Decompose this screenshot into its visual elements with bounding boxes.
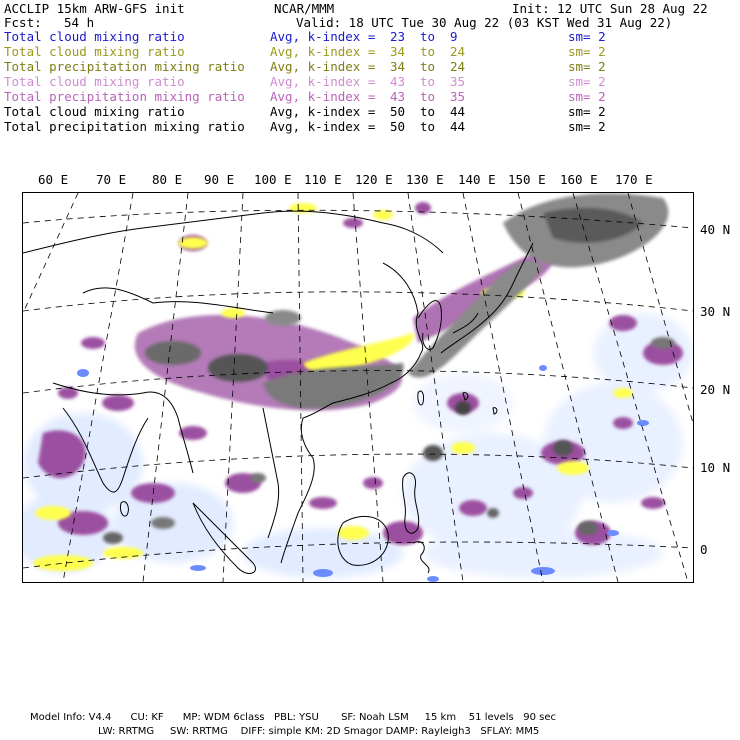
legend-to: to	[420, 104, 436, 119]
lon-label: 160 E	[560, 172, 598, 187]
legend-avg-label: Avg, k-index =	[270, 104, 376, 119]
legend-to: to	[420, 29, 436, 44]
legend-k-from: 23	[390, 29, 406, 44]
legend-k-to: 35	[450, 74, 466, 89]
legend-k-from: 50	[390, 104, 406, 119]
legend-k-from: 50	[390, 119, 406, 134]
legend-smoothing: sm= 2	[568, 119, 606, 134]
legend-k-to: 35	[450, 89, 466, 104]
valid-time: Valid: 18 UTC Tue 30 Aug 22 (03 KST Wed 31 Aug 22)	[296, 15, 673, 30]
legend-to: to	[420, 59, 436, 74]
lon-label: 70 E	[96, 172, 127, 187]
legend-avg-label: Avg, k-index =	[270, 29, 376, 44]
lon-label: 130 E	[406, 172, 444, 187]
lon-label: 150 E	[508, 172, 546, 187]
footer-physics-info: LW: RRTMG SW: RRTMG DIFF: simple KM: 2D Smagor DAMP: Rayleigh3 SFLAY: MM5	[98, 726, 540, 737]
legend-avg-label: Avg, k-index =	[270, 44, 376, 59]
legend-smoothing: sm= 2	[568, 74, 606, 89]
map-canvas	[23, 193, 693, 582]
legend-avg-label: Avg, k-index =	[270, 119, 376, 134]
fcst-label: Fcst:	[4, 15, 42, 30]
lon-label: 170 E	[615, 172, 653, 187]
legend-k-to: 24	[450, 44, 466, 59]
legend-smoothing: sm= 2	[568, 104, 606, 119]
model-title: ACCLIP 15km ARW-GFS init	[4, 1, 185, 16]
lat-label: 30 N	[700, 304, 731, 319]
legend-avg-label: Avg, k-index =	[270, 59, 376, 74]
lon-label: 120 E	[355, 172, 393, 187]
legend-avg-label: Avg, k-index =	[270, 89, 376, 104]
legend-to: to	[420, 119, 436, 134]
legend-k-from: 34	[390, 44, 406, 59]
legend-field-name: Total precipitation mixing ratio	[4, 89, 245, 104]
lat-label: 10 N	[700, 460, 731, 475]
legend-smoothing: sm= 2	[568, 44, 606, 59]
legend-to: to	[420, 74, 436, 89]
legend-k-to: 9	[450, 29, 458, 44]
lon-label: 90 E	[204, 172, 235, 187]
legend-avg-label: Avg, k-index =	[270, 74, 376, 89]
legend-field-name: Total cloud mixing ratio	[4, 29, 185, 44]
lat-label: 40 N	[700, 222, 731, 237]
lon-label: 80 E	[152, 172, 183, 187]
legend-field-name: Total cloud mixing ratio	[4, 44, 185, 59]
legend-field-name: Total precipitation mixing ratio	[4, 119, 245, 134]
legend-field-name: Total cloud mixing ratio	[4, 74, 185, 89]
legend-smoothing: sm= 2	[568, 89, 606, 104]
legend-k-from: 43	[390, 74, 406, 89]
legend-smoothing: sm= 2	[568, 29, 606, 44]
legend-field-name: Total precipitation mixing ratio	[4, 59, 245, 74]
lon-label: 140 E	[458, 172, 496, 187]
lon-label: 100 E	[254, 172, 292, 187]
center-label: NCAR/MMM	[274, 1, 335, 16]
legend-to: to	[420, 44, 436, 59]
map-panel	[22, 192, 694, 583]
legend-k-from: 34	[390, 59, 406, 74]
lon-label: 60 E	[38, 172, 69, 187]
legend-to: to	[420, 89, 436, 104]
init-time: Init: 12 UTC Sun 28 Aug 22	[512, 1, 708, 16]
legend-smoothing: sm= 2	[568, 59, 606, 74]
fcst-value: 54 h	[64, 15, 95, 30]
legend-k-from: 43	[390, 89, 406, 104]
lon-label: 110 E	[304, 172, 342, 187]
legend-k-to: 24	[450, 59, 466, 74]
legend-k-to: 44	[450, 119, 466, 134]
lat-label: 20 N	[700, 382, 731, 397]
lat-label: 0	[700, 542, 708, 557]
legend-field-name: Total cloud mixing ratio	[4, 104, 185, 119]
legend-k-to: 44	[450, 104, 466, 119]
footer-model-info: Model Info: V4.4 CU: KF MP: WDM 6class PBL: YSU SF: Noah LSM 15 km 51 levels 90 sec	[30, 712, 556, 723]
